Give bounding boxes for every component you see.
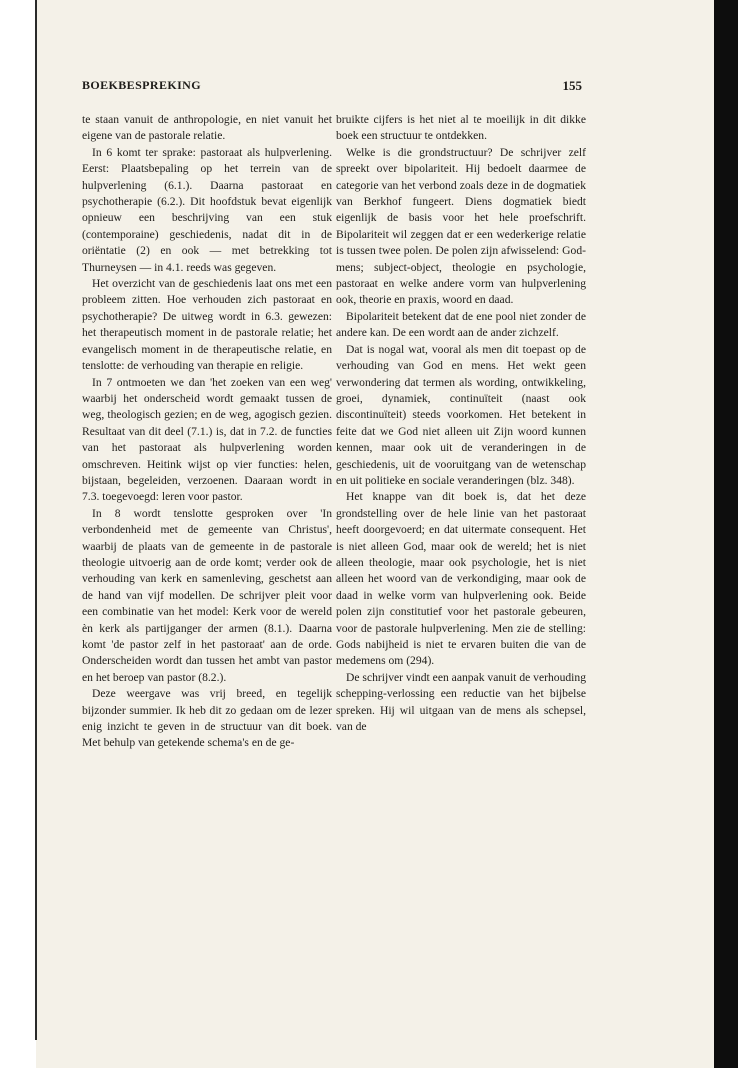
page-number: 155 [562,78,582,93]
paragraph: Dat is nogal wat, vooral als men dit toepast op de verhouding van God en mens. Het wekt geen verwondering dat termen als wording, ontwikkeling, groei, dynamiek, continuïteit (naast ook discontinuïteit) steeds voorkomen. Het betekent in feite dat we God niet alleen uit Zijn woord kunnen kennen, maar ook uit de veranderingen in de geschiedenis, uit de vooruitgang van de wetenschap en uit politieke en sociale veranderingen (blz. 348). [336,342,586,487]
paragraph: In 6 komt ter sprake: pastoraat als hulpverlening. Eerst: Plaatsbepaling op het terrein van de hulpverlening (6.1.). Daarna pastoraat en psychotherapie (6.2.). Dit hoofdstuk bevat eigenlijk opnieuw een beschrijving van een stuk (contemporaine) geschiedenis, nadat dit in de oriëntatie (2) en ook — met betrekking tot Thurneysen — in 4.1. reeds was gegeven. [82,145,332,274]
paragraph: Welke is die grondstructuur? De schrijver zelf spreekt over bipolariteit. Hij bedoelt daarmee de categorie van het verbond zoals deze in de dogmatiek van Berkhof fungeert. Diens dogmatiek biedt eigenlijk de basis voor het hele proefschrift. Bipolariteit wil zeggen dat er een wederkerige relatie is tussen twee polen. De polen zijn afwisselend: God-mens; subject-object, theologie en psychologie, pastoraat en welke andere vorm van hulpverlening ook, theorie en praxis, woord en daad. [336,145,586,307]
paragraph: In 7 ontmoeten we dan 'het zoeken van een weg' waarbij het onderscheid wordt gemaakt tussen de weg, theologisch gezien; en de weg, agogisch gezien. Resultaat van dit deel (7.1.) is, dat in 7.2. de functies van het pastoraat als hulpverlening worden omschreven. Heitink wijst op vier functies: helen, bijstaan, begeleiden, verzoenen. Daaraan wordt in 7.3. toegevoegd: leren voor pastor. [82,375,332,504]
scan-edge-line [35,0,37,1040]
running-head: BOEKBESPREKING [82,78,201,92]
paragraph: Deze weergave was vrij breed, en tegelijk bijzonder summier. Ik heb dit zo gedaan om de lezer enig inzicht te geven in de structuur van dit boek. Met behulp van getekende schema's en de ge- [82,687,332,750]
paragraph: De schrijver vindt een aanpak vanuit de verhouding schepping-verlossing een reductie van het bijbelse spreken. Hij wil uitgaan van de mens als schepsel, van de [336,670,586,734]
paragraph: bruikte cijfers is het niet al te moeilijk in dit dikke boek een structuur te ontdekken. [336,113,586,143]
paragraph: In 8 wordt tenslotte gesproken over 'In verbondenheid met de gemeente van Christus', waarbij de plaats van de gemeente in de pastorale theologie uitvoerig aan de orde komt; verder ook de verhouding van kerk en samenleving, geschetst aan de hand van vijf modellen. De schrijver pleit voor een combinatie van het model: Kerk voor de wereld èn kerk als partijganger der armen (8.1.). Daarna komt 'de pastor zelf in het pastoraat' aan de orde. Onderscheiden wordt dan tussen het ambt van pastor en het beroep van pastor (8.2.). [82,506,332,684]
paragraph: Het knappe van dit boek is, dat het deze grondstelling over de hele linie van het pastoraat heeft doorgevoerd; en dat uitermate consequent. Het is niet alleen God, maar ook de wereld; het is niet alleen theologie, maar ook psychologie, het is niet alleen het woord van de verkondiging, maar ook de daad in welke vorm van hulpverlening ook. Beide polen zijn constitutief voor het pastorale gebeuren, voor de pastorale hulpverlening. Men zie de stelling: Gods nabijheid is niet te ervaren buiten die van de medemens om (294). [336,490,586,668]
paragraph: Het overzicht van de geschiedenis laat ons met een probleem zitten. Hoe verhouden zich pastoraat en psychotherapie? De uitweg wordt in 6.3. gewezen: het therapeutisch moment in de pastorale relatie; het evangelisch moment in de therapeutische relatie, en tenslotte: de verhouding van therapie en religie. [82,277,332,373]
left-column [82,112,332,752]
scan-margin-right [714,0,738,1068]
right-column [336,112,586,735]
paragraph: Bipolariteit betekent dat de ene pool niet zonder de andere kan. De een wordt aan de ander zichzelf. [336,309,586,340]
page-header [82,78,582,100]
paragraph: te staan vanuit de anthropologie, en niet vanuit het eigene van de pastorale relatie. [82,113,332,143]
scan-margin-left [0,0,36,1068]
